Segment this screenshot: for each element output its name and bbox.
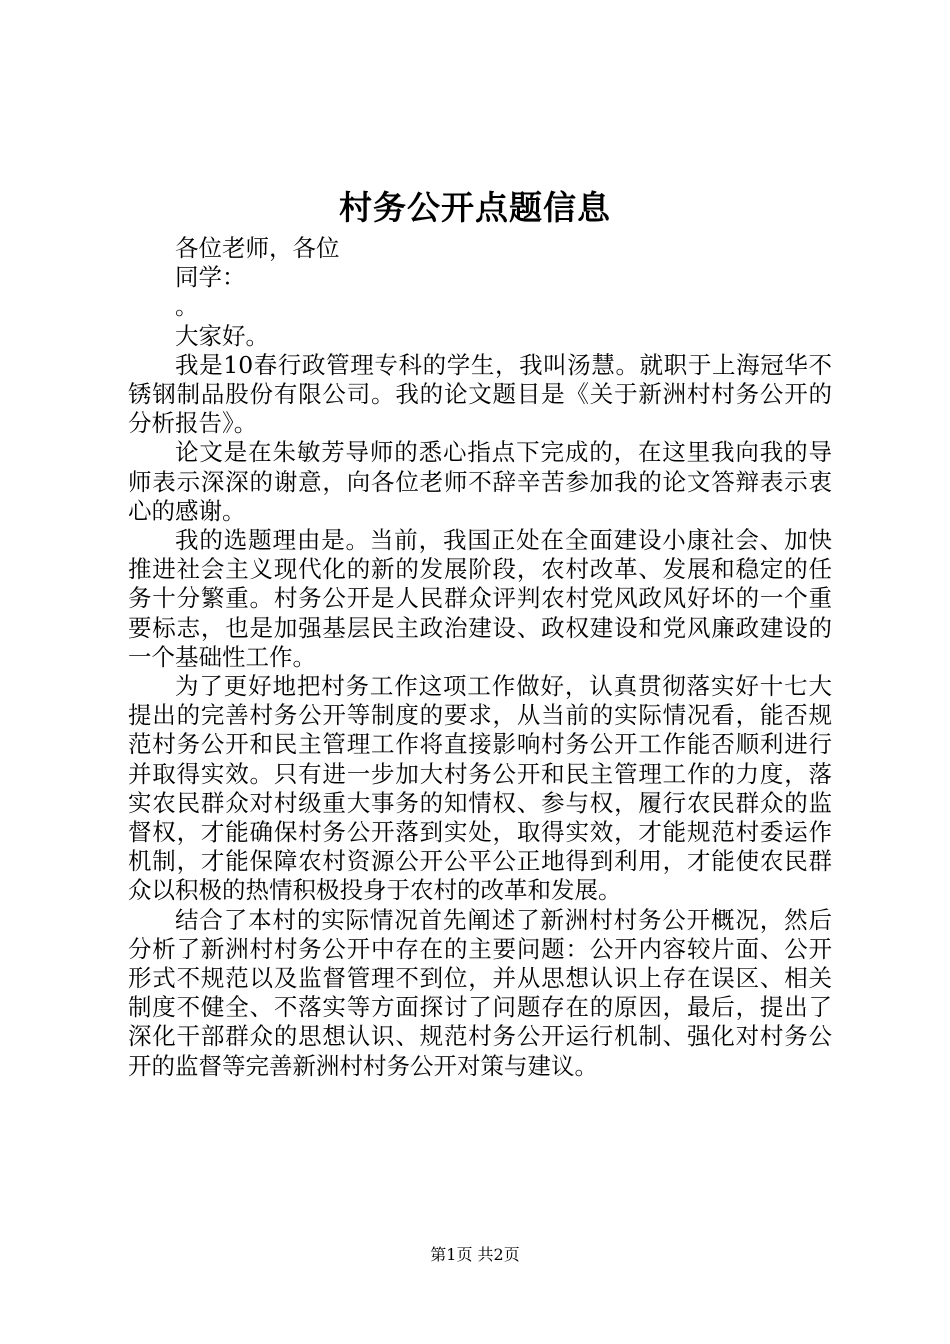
paragraph: 。 bbox=[175, 292, 199, 321]
document-body bbox=[128, 234, 832, 1081]
paragraph: 为了更好地把村务工作这项工作做好，认真贯彻落实好十七大提出的完善村务公开等制度的要求，从当前的实际情况看，能否规范村务公开和民主管理工作将直接影响村务公开工作能否顺利进行并取得实效。只有进一步加大村务公开和民主管理工作的力度，落实农民群众对村级重大事务的知情权、参与权，履行农民群众的监督权，才能确保村务公开落到实处，取得实效，才能规范村委运作机制，才能保障农村资源公开公平公正地得到利用，才能使农民群众以积极的热情积极投身于农村的改革和发展。 bbox=[128, 672, 832, 905]
paragraph: 我是10春行政管理专科的学生，我叫汤慧。就职于上海冠华不锈钢制品股份有限公司。我的论文题目是《关于新洲村村务公开的分析报告》。 bbox=[128, 350, 832, 438]
page-number-footer: 第1页 共2页 bbox=[430, 1245, 520, 1264]
paragraph: 结合了本村的实际情况首先阐述了新洲村村务公开概况，然后分析了新洲村村务公开中存在的主要问题：公开内容较片面、公开形式不规范以及监督管理不到位，并从思想认识上存在误区、相关制度不健全、不落实等方面探讨了问题存在的原因，最后，提出了深化干部群众的思想认识、规范村务公开运行机制、强化对村务公开的监督等完善新洲村村务公开对策与建议。 bbox=[128, 905, 832, 1080]
paragraph: 论文是在朱敏芳导师的悉心指点下完成的，在这里我向我的导师表示深深的谢意，向各位老师不辞辛苦参加我的论文答辩表示衷心的感谢。 bbox=[128, 438, 832, 525]
paragraph: 大家好。 bbox=[175, 321, 269, 350]
paragraph: 各位老师，各位 bbox=[175, 234, 340, 262]
paragraph: 我的选题理由是。当前，我国正处在全面建设小康社会、加快推进社会主义现代化的新的发展阶段，农村改革、发展和稳定的任务十分繁重。村务公开是人民群众评判农村党风政风好坏的一个重要标志，也是加强基层民主政治建设、政权建设和党风廉政建设的一个基础性工作。 bbox=[128, 526, 832, 671]
paragraph: 同学： bbox=[175, 263, 246, 292]
document-title: 村务公开点题信息 bbox=[339, 188, 611, 227]
